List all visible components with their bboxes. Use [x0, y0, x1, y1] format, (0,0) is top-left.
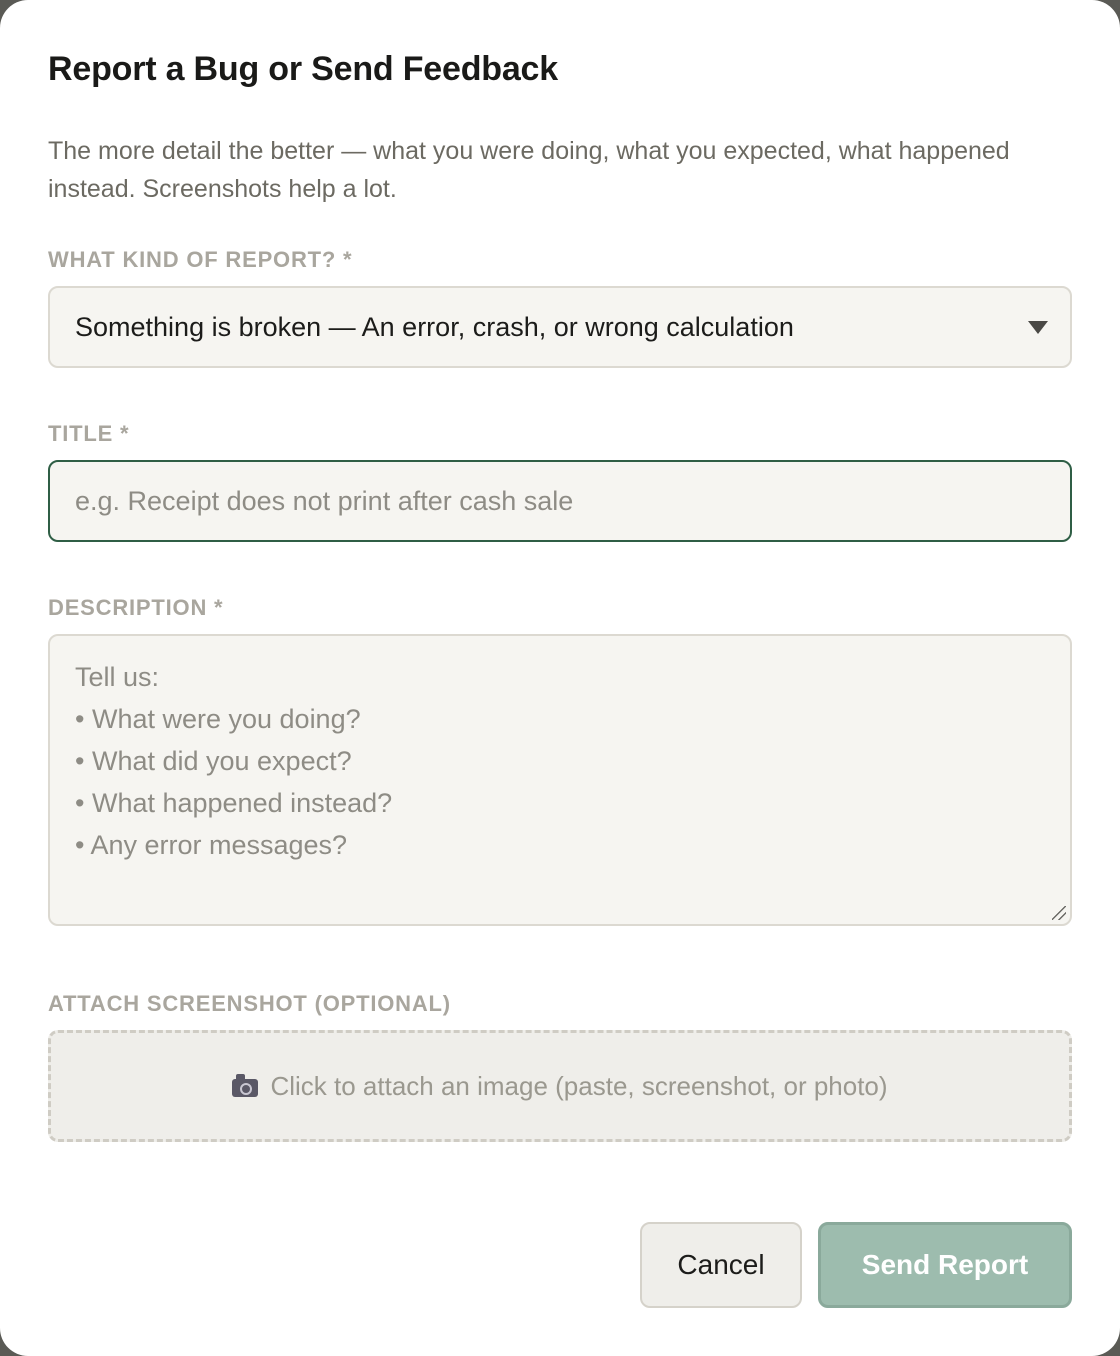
description-placeholder-line: • What happened instead?: [75, 788, 393, 818]
title-label: TITLE *: [48, 421, 130, 446]
description-placeholder-line: Tell us:: [75, 662, 160, 692]
dialog-title: Report a Bug or Send Feedback: [48, 50, 558, 88]
chevron-down-icon: [1028, 321, 1048, 334]
camera-icon: [232, 1079, 258, 1097]
screenshot-dropzone[interactable]: [48, 1030, 1072, 1142]
dialog-description: The more detail the better — what you were doing, what you expected, what happened instead. Screenshots help a lot.: [48, 137, 1010, 203]
report-kind-selected-value: Something is broken — An error, crash, or wrong calculation: [75, 311, 794, 342]
description-placeholder-line: • What did you expect?: [75, 746, 352, 776]
cancel-button[interactable]: Cancel: [640, 1222, 802, 1308]
description-textarea[interactable]: [48, 634, 1072, 926]
description-label: DESCRIPTION *: [48, 595, 224, 620]
description-placeholder-line: • What were you doing?: [75, 704, 361, 734]
resize-handle[interactable]: [1052, 906, 1066, 920]
report-kind-select[interactable]: [48, 286, 1072, 368]
send-report-button[interactable]: Send Report: [818, 1222, 1072, 1308]
description-placeholder-line: • Any error messages?: [75, 830, 348, 860]
report-kind-label: WHAT KIND OF REPORT? *: [48, 247, 353, 272]
attachment-label: ATTACH SCREENSHOT (OPTIONAL): [48, 991, 451, 1016]
dropzone-prompt: Click to attach an image (paste, screenshot, or photo): [270, 1070, 888, 1101]
title-input[interactable]: [48, 460, 1072, 542]
